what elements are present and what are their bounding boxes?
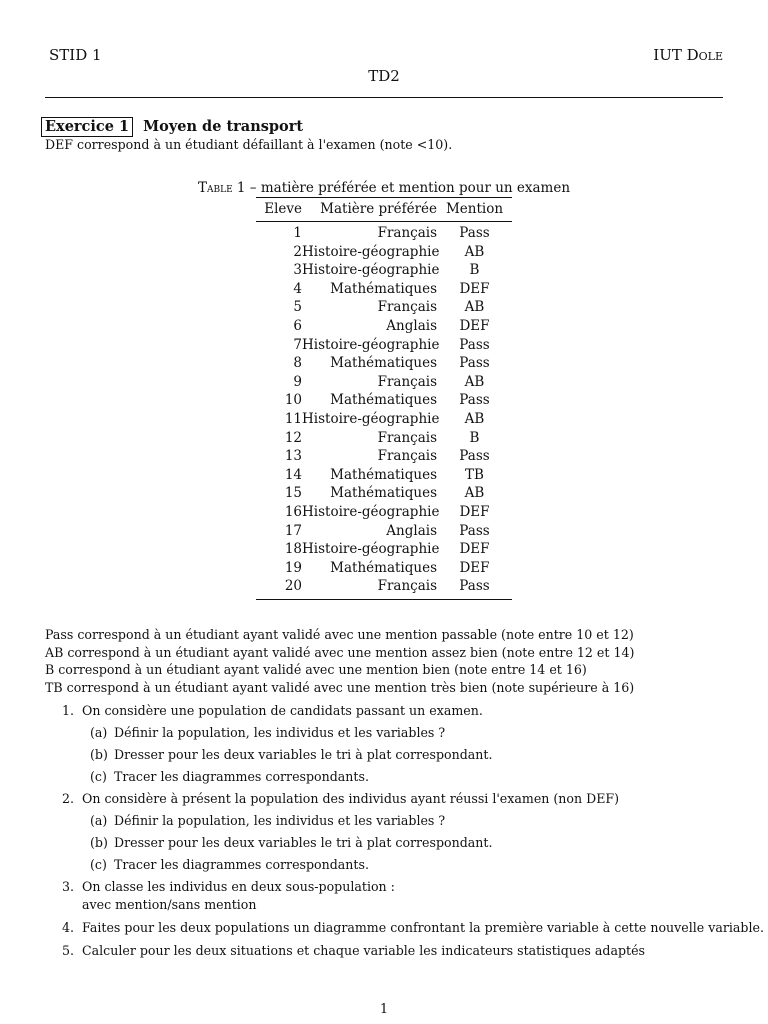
- sub-question-label: (b): [90, 835, 108, 850]
- sub-question-label: (c): [90, 857, 107, 872]
- cell-matiere: Français: [377, 429, 437, 446]
- table-row: [256, 336, 512, 355]
- sub-question: [82, 856, 745, 874]
- cell-matiere: Mathématiques: [330, 559, 437, 576]
- question-text: On considère à présent la population des individus ayant réussi l'examen (non DEF): [82, 791, 620, 806]
- cell-eleve: 9: [293, 373, 302, 390]
- cell-matiere: Histoire-géographie: [302, 503, 440, 520]
- question-text: On considère une population de candidats passant un examen.: [82, 703, 483, 718]
- question-number: 3.: [62, 879, 75, 894]
- sub-question-text: Tracer les diagrammes correspondants.: [114, 857, 369, 872]
- table-row: [256, 540, 512, 559]
- table-row: [256, 577, 512, 596]
- cell-mention: B: [469, 262, 480, 279]
- header-eleve: Eleve: [264, 201, 302, 217]
- table-row: [256, 410, 512, 429]
- table-row: [256, 373, 512, 392]
- table-row: [256, 298, 512, 317]
- cell-mention: Pass: [459, 522, 490, 539]
- note-line: TB correspond à un étudiant ayant validé avec une mention très bien (note supérieure à 16): [45, 679, 635, 695]
- cell-matiere: Français: [377, 299, 437, 316]
- table-row: [256, 317, 512, 336]
- sub-question-label: (a): [90, 813, 108, 828]
- cell-eleve: 8: [293, 355, 302, 372]
- note-line: B correspond à un étudiant ayant validé avec une mention bien (note entre 14 et 16): [45, 662, 587, 677]
- question-item: [45, 942, 745, 960]
- cell-matiere: Français: [377, 225, 437, 241]
- cell-matiere: Mathématiques: [330, 392, 437, 409]
- mention-notes: [45, 626, 634, 696]
- cell-mention: DEF: [459, 280, 490, 297]
- cell-matiere: Mathématiques: [330, 355, 437, 372]
- cell-mention: AB: [464, 410, 485, 427]
- sub-question-label: (c): [90, 769, 107, 784]
- table-caption-label: Table 1: [197, 180, 246, 196]
- cell-mention: AB: [464, 299, 485, 316]
- cell-eleve: 10: [284, 392, 302, 409]
- cell-eleve: 16: [284, 503, 302, 520]
- table-row: [256, 522, 512, 541]
- cell-mention: DEF: [459, 503, 490, 520]
- question-item: [45, 702, 745, 786]
- cell-eleve: 17: [284, 522, 302, 539]
- cell-matiere: Histoire-géographie: [302, 262, 440, 279]
- question-number: 2.: [62, 791, 75, 806]
- table-row: [256, 391, 512, 410]
- header-right-text: IUT Dole: [653, 46, 723, 64]
- table-bottom-rule: [256, 599, 512, 600]
- cell-mention: DEF: [459, 317, 490, 334]
- table-row: [256, 243, 512, 262]
- cell-mention: B: [469, 429, 480, 446]
- note-line: AB correspond à un étudiant ayant validé avec une mention assez bien (note entre 12 et 14): [45, 644, 635, 660]
- question-number: 4.: [62, 920, 75, 935]
- cell-matiere: Histoire-géographie: [302, 336, 440, 353]
- exercise-intro: DEF correspond à un étudiant défaillant à l'examen (note <10).: [45, 137, 453, 152]
- cell-mention: Pass: [459, 225, 490, 241]
- cell-eleve: 7: [293, 336, 302, 353]
- cell-matiere: Histoire-géographie: [302, 243, 440, 260]
- cell-matiere: Histoire-géographie: [302, 541, 440, 558]
- cell-mention: AB: [464, 243, 485, 260]
- cell-eleve: 15: [284, 485, 302, 502]
- exercise-heading: [41, 117, 303, 137]
- sub-question-label: (b): [90, 747, 108, 762]
- question-number: 1.: [62, 703, 75, 718]
- cell-mention: TB: [465, 466, 484, 483]
- cell-eleve: 1: [293, 225, 302, 241]
- question-number: 5.: [62, 943, 75, 958]
- table-row: [256, 503, 512, 522]
- cell-eleve: 20: [284, 578, 302, 595]
- cell-eleve: 12: [284, 429, 302, 446]
- cell-mention: DEF: [459, 541, 490, 558]
- cell-mention: AB: [464, 485, 485, 502]
- question-list: [45, 702, 764, 965]
- cell-eleve: 4: [293, 280, 302, 297]
- question-item: [45, 790, 745, 874]
- sub-question-text: Dresser pour les deux variables le tri à plat correspondant.: [114, 835, 493, 850]
- cell-mention: AB: [464, 373, 485, 390]
- table-body: [256, 222, 512, 599]
- cell-mention: Pass: [459, 355, 490, 372]
- sub-question: [82, 812, 745, 830]
- question-text: Calculer pour les deux situations et chaque variable les indicateurs statistiques adaptés: [82, 943, 645, 958]
- cell-matiere: Mathématiques: [330, 280, 437, 297]
- note-line: Pass correspond à un étudiant ayant validé avec une mention passable (note entre 10 et 12): [45, 627, 634, 642]
- cell-mention: Pass: [459, 336, 490, 353]
- cell-mention: Pass: [459, 578, 490, 595]
- cell-eleve: 19: [284, 559, 302, 576]
- cell-mention: DEF: [459, 559, 490, 576]
- header-center: TD2: [368, 67, 400, 85]
- sub-question-text: Définir la population, les individus et les variables ?: [114, 725, 446, 740]
- table-row: [256, 466, 512, 485]
- question-text: On classe les individus en deux sous-population :: [82, 879, 395, 894]
- sub-question-text: Dresser pour les deux variables le tri à plat correspondant.: [114, 747, 493, 762]
- sub-question: [82, 724, 745, 742]
- header-left: STID 1: [49, 46, 102, 64]
- cell-matiere: Histoire-géographie: [302, 410, 440, 427]
- cell-matiere: Français: [377, 373, 437, 390]
- cell-mention: Pass: [459, 448, 490, 465]
- header-mention: Mention: [445, 201, 504, 217]
- question-text-continued: avec mention/sans mention: [82, 897, 257, 912]
- table-row: [256, 484, 512, 503]
- cell-eleve: 3: [293, 262, 302, 279]
- header-right: [653, 46, 723, 64]
- sub-question-label: (a): [90, 725, 108, 740]
- cell-eleve: 11: [284, 410, 302, 427]
- data-table: [256, 197, 512, 600]
- sub-question: [82, 768, 745, 786]
- page-number: 1: [379, 1002, 389, 1017]
- header-matiere: Matière préférée: [320, 201, 437, 217]
- cell-matiere: Français: [377, 448, 437, 465]
- sub-question-text: Définir la population, les individus et les variables ?: [114, 813, 446, 828]
- table-caption-text: – matière préférée et mention pour un examen: [245, 180, 571, 196]
- table-row: [256, 447, 512, 466]
- cell-eleve: 18: [284, 541, 302, 558]
- table-row: [256, 224, 512, 243]
- table-row: [256, 280, 512, 299]
- table-caption: [0, 180, 768, 196]
- cell-eleve: 2: [293, 243, 302, 260]
- cell-eleve: 13: [284, 448, 302, 465]
- sub-question: [82, 746, 745, 764]
- cell-matiere: Français: [377, 578, 437, 595]
- table-row: [256, 354, 512, 373]
- cell-matiere: Mathématiques: [330, 485, 437, 502]
- exercise-title: Moyen de transport: [143, 118, 304, 135]
- table-row: [256, 429, 512, 448]
- table-row: [256, 559, 512, 578]
- cell-matiere: Mathématiques: [330, 466, 437, 483]
- sub-question: [82, 834, 745, 852]
- cell-eleve: 5: [293, 299, 302, 316]
- question-text: Faites pour les deux populations un diagramme confrontant la première variable à cette nouvelle variable.: [82, 920, 764, 935]
- cell-matiere: Anglais: [386, 317, 437, 334]
- question-item: [45, 878, 745, 914]
- question-item: [45, 919, 764, 937]
- cell-mention: Pass: [459, 392, 490, 409]
- sub-question-text: Tracer les diagrammes correspondants.: [114, 769, 369, 784]
- table-row: [256, 261, 512, 280]
- exercise-label: Exercice 1: [41, 117, 133, 137]
- cell-eleve: 14: [284, 466, 302, 483]
- cell-eleve: 6: [293, 317, 302, 334]
- cell-matiere: Anglais: [386, 522, 437, 539]
- table-header-row: [256, 198, 512, 221]
- header-rule: [45, 97, 723, 98]
